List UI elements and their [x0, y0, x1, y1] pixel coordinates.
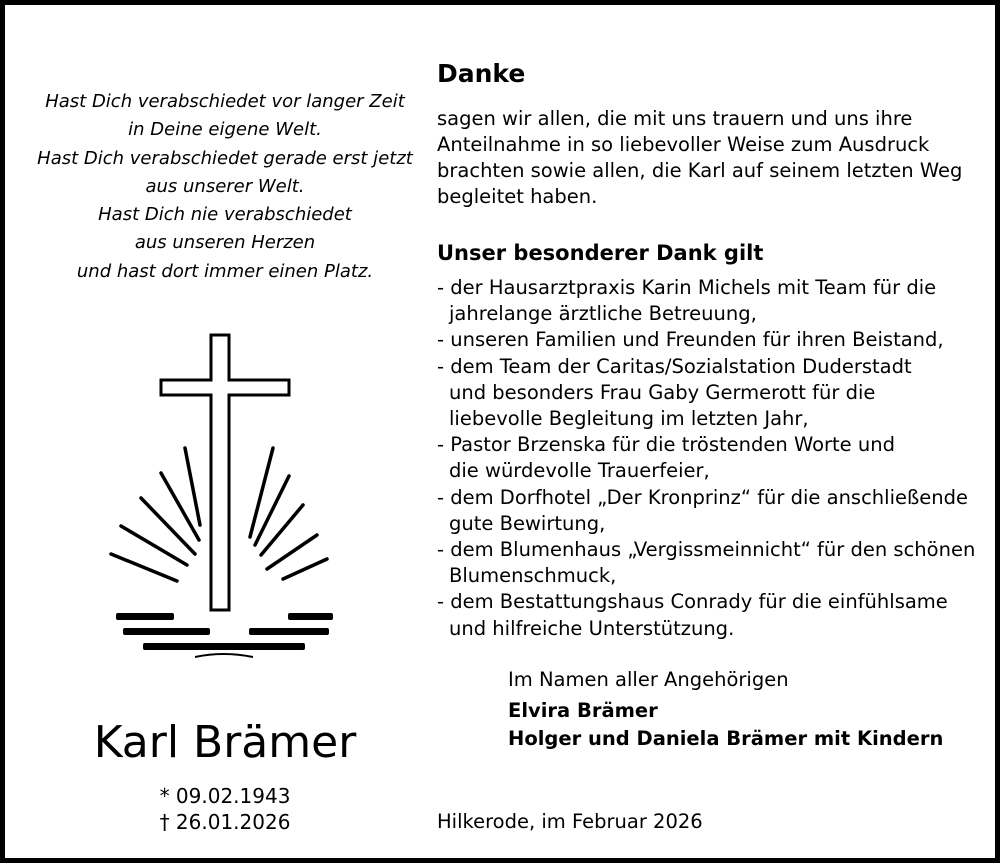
thanks-line: - Pastor Brzenska für die tröstenden Worte und [437, 433, 895, 457]
poem-line: Hast Dich verabschiedet gerade erst jetzt [37, 147, 413, 169]
thanks-line: und hilfreiche Unterstützung. [449, 616, 735, 640]
poem-line: aus unseren Herzen [134, 232, 316, 254]
poem-line: in Deine eigene Welt. [128, 119, 322, 141]
thanks-line: - unseren Familien und Freunden für ihren Beistand, [437, 328, 944, 352]
intro-line: begleitet haben. [437, 185, 598, 208]
thanks-line: Blumenschmuck, [449, 564, 617, 588]
thanks-line: und besonders Frau Gaby Germerott für die [449, 380, 876, 404]
thanks-line: - dem Blumenhaus „Vergissmeinnicht“ für den schönen [437, 538, 976, 562]
intro-line: sagen wir allen, die mit uns trauern und uns ihre [437, 107, 913, 130]
signatory: Elvira Brämer [508, 699, 658, 722]
place-date: Hilkerode, im Februar 2026 [437, 810, 703, 833]
thanks-line: - der Hausarztpraxis Karin Michels mit Team für die [437, 276, 937, 299]
special-thanks-heading: Unser besonderer Dank gilt [437, 241, 764, 265]
intro-line: Anteilnahme in so liebevoller Weise zum Ausdruck [437, 133, 930, 156]
thanks-line: liebevolle Begleitung im letzten Jahr, [449, 407, 809, 431]
thanks-line: die würdevolle Trauerfeier, [449, 459, 710, 483]
signoff-intro: Im Namen aller Angehörigen [508, 668, 789, 691]
birth-date: * 09.02.1943 [159, 784, 291, 808]
poem-line: Hast Dich verabschiedet vor langer Zeit [45, 91, 405, 112]
signoff [508, 666, 943, 753]
intro-line: brachten sowie allen, die Karl auf seinem letzten Weg [437, 159, 963, 182]
obituary-card [5, 5, 995, 858]
signatory: Holger und Daniela Brämer mit Kindern [508, 727, 944, 750]
death-date: † 26.01.2026 [159, 810, 291, 834]
poem-line: aus unserer Welt. [145, 175, 305, 197]
deceased-name: Karl Brämer [93, 717, 357, 768]
thanks-line: jahrelange ärztliche Betreuung, [449, 302, 757, 326]
page-title: Danke [437, 59, 526, 88]
thanks-line: - dem Bestattungshaus Conrady für die einfühlsame [437, 590, 948, 614]
thanks-list [437, 275, 975, 642]
thanks-line: - dem Team der Caritas/Sozialstation Duderstadt [437, 354, 912, 378]
thanks-line: gute Bewirtung, [449, 511, 606, 535]
poem [5, 88, 445, 286]
poem-line: Hast Dich nie verabschiedet [98, 204, 352, 226]
poem-line: und hast dort immer einen Platz. [76, 260, 374, 282]
cross-sunrise-icon [103, 325, 343, 665]
intro-text [437, 106, 962, 210]
life-dates [5, 783, 445, 835]
thanks-line: - dem Dorfhotel „Der Kronprinz“ für die anschließende [437, 485, 969, 509]
